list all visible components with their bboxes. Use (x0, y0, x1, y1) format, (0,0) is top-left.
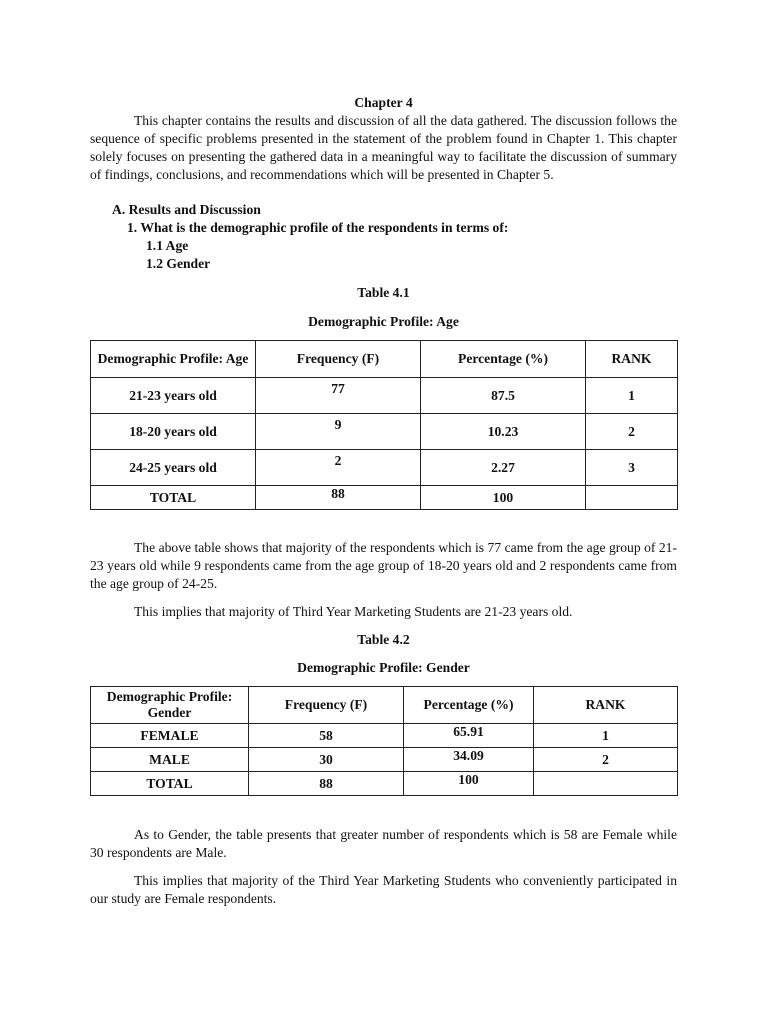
chapter-title: Chapter 4 (354, 95, 413, 110)
header-cell: RANK (586, 341, 678, 378)
age-implication: This implies that majority of Third Year Marketing Students are 21-23 years old. (134, 604, 573, 619)
table-cell (256, 378, 421, 414)
intro-paragraph: This chapter contains the results and discussion of all the data gathered. The discussion follows the sequence of specific problems presented in the statement of the problem found in Chapter 1. This chapter solely focuses on presenting the gathered data in a meaningful way to facilitate the discussion of summary of findings, conclusions, and recommendations which will be presented in Chapter 5. (90, 113, 677, 182)
table-cell (404, 772, 534, 796)
age-table (90, 340, 678, 510)
age-discussion: The above table shows that majority of the respondents which is 77 came from the age group of 21-23 years old while 9 respondents came from the age group of 18-20 years old and 2 respondents came from the age group of 24-25. (90, 540, 677, 591)
header-cell: Demographic Profile: Age (91, 341, 256, 378)
gender-discussion: As to Gender, the table presents that greater number of respondents which is 58 are Female while 30 respondents are Male. (90, 827, 677, 860)
table-cell: TOTAL (91, 486, 256, 510)
cell-value: 88 (331, 485, 345, 501)
document-page (90, 94, 677, 908)
table-row (91, 414, 678, 450)
table-total-row (91, 772, 678, 796)
cell-value: 77 (331, 380, 345, 396)
header-cell: Percentage (%) (404, 687, 534, 724)
table-cell: 21-23 years old (91, 378, 256, 414)
table-row (91, 748, 678, 772)
cell-value: 9 (334, 416, 342, 432)
table-cell: FEMALE (91, 724, 249, 748)
section-heading: A. Results and Discussion (112, 202, 261, 217)
table-cell: 2.27 (421, 450, 586, 486)
table-cell: 24-25 years old (91, 450, 256, 486)
question-item: 1. What is the demographic profile of the respondents in terms of: (127, 220, 509, 235)
table-row (91, 450, 678, 486)
table-cell (404, 748, 534, 772)
table-cell: 100 (421, 486, 586, 510)
table-header-row (91, 687, 678, 724)
table-cell: 3 (586, 450, 678, 486)
table-cell: MALE (91, 748, 249, 772)
gender-implication: This implies that majority of the Third Year Marketing Students who conveniently participated in our study are Female respondents. (90, 873, 677, 906)
header-cell: Frequency (F) (256, 341, 421, 378)
table-total-row (91, 486, 678, 510)
table-cell: 1 (534, 724, 678, 748)
table-cell: 1 (586, 378, 678, 414)
table-row (91, 724, 678, 748)
table1-label: Table 4.1 (357, 285, 410, 300)
cell-value: 65.91 (453, 723, 484, 739)
table-cell: TOTAL (91, 772, 249, 796)
header-cell: Demographic Profile: Gender (91, 687, 249, 724)
header-cell: RANK (534, 687, 678, 724)
header-cell: Percentage (%) (421, 341, 586, 378)
table-cell (534, 772, 678, 796)
cell-value: 34.09 (453, 747, 484, 763)
table-cell (256, 486, 421, 510)
table-cell (256, 414, 421, 450)
table-cell: 58 (249, 724, 404, 748)
table-cell (586, 486, 678, 510)
table-cell: 2 (586, 414, 678, 450)
header-cell: Frequency (F) (249, 687, 404, 724)
table-cell: 30 (249, 748, 404, 772)
subitem-gender: 1.2 Gender (146, 256, 211, 271)
cell-value: 100 (458, 771, 479, 787)
table2-caption: Demographic Profile: Gender (297, 660, 470, 675)
table-cell (404, 724, 534, 748)
cell-value: 2 (334, 452, 342, 468)
table-cell: 87.5 (421, 378, 586, 414)
table-cell: 2 (534, 748, 678, 772)
subitem-age: 1.1 Age (146, 238, 189, 253)
table-cell (256, 450, 421, 486)
table-cell: 18-20 years old (91, 414, 256, 450)
table2-label: Table 4.2 (357, 632, 410, 647)
table1-caption: Demographic Profile: Age (308, 314, 459, 329)
table-cell: 10.23 (421, 414, 586, 450)
gender-table (90, 686, 678, 796)
table-cell: 88 (249, 772, 404, 796)
table-header-row (91, 341, 678, 378)
table-row (91, 378, 678, 414)
